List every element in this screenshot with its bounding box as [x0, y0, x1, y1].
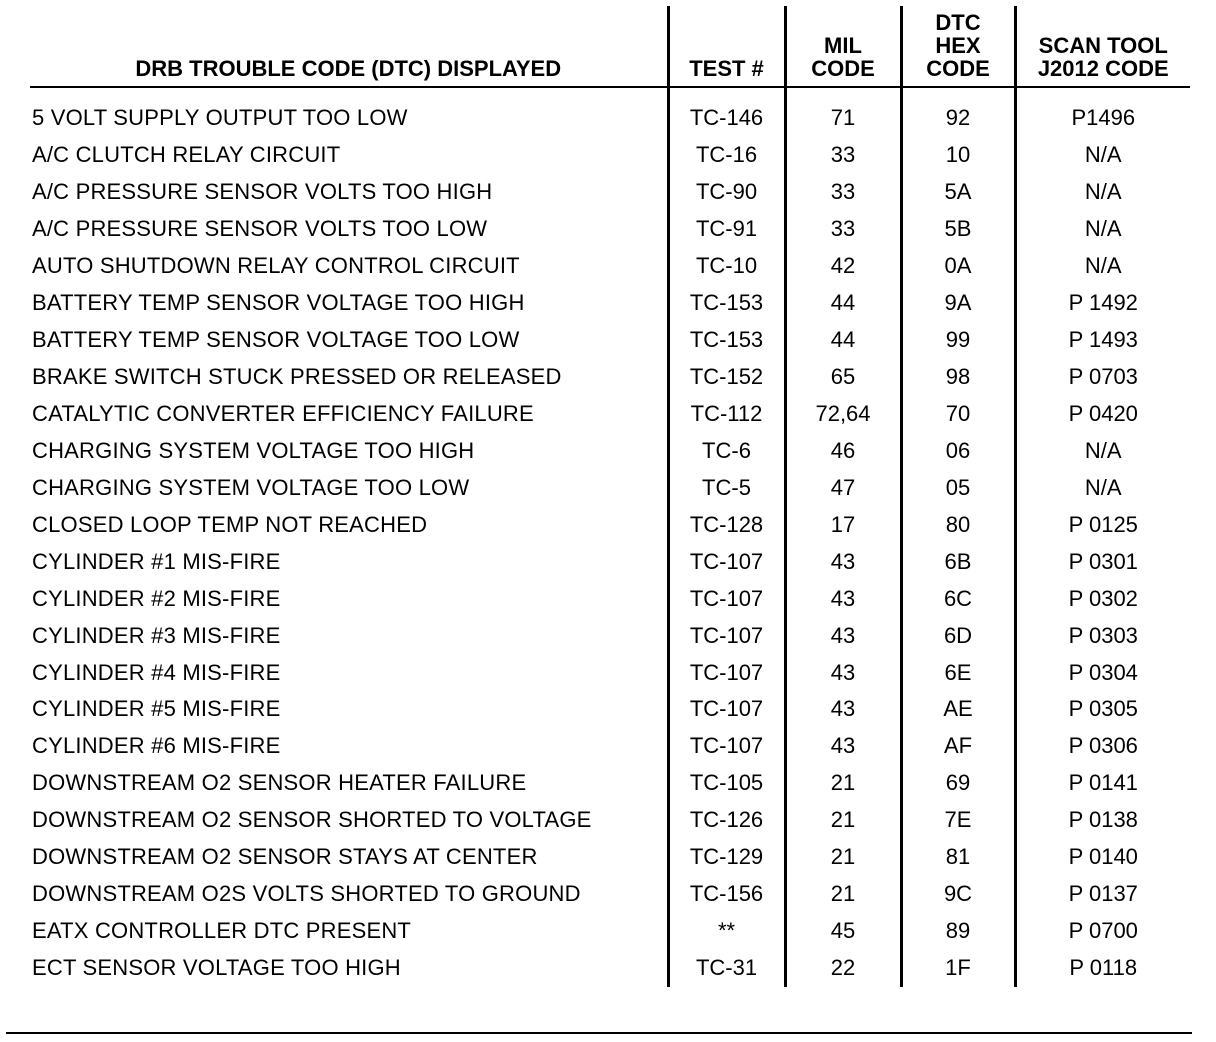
cell-hex: 5A	[901, 174, 1015, 211]
cell-scan: P 0306	[1015, 728, 1190, 765]
table-row	[30, 396, 1190, 433]
cell-hex: 6D	[901, 617, 1015, 654]
cell-mil: 47	[785, 469, 901, 506]
table-row	[30, 174, 1190, 211]
cell-test: TC-146	[668, 87, 785, 137]
cell-mil: 43	[785, 543, 901, 580]
header-hex-line-2: HEX	[935, 33, 981, 58]
cell-hex: 6C	[901, 580, 1015, 617]
cell-scan: N/A	[1015, 248, 1190, 285]
cell-hex: 6E	[901, 654, 1015, 691]
header-row	[30, 6, 1190, 87]
cell-description: A/C PRESSURE SENSOR VOLTS TOO HIGH	[32, 179, 493, 205]
cell-scan: P 0141	[1015, 765, 1190, 802]
cell-mil: 21	[785, 765, 901, 802]
cell-test: TC-156	[668, 876, 785, 913]
cell-description: BATTERY TEMP SENSOR VOLTAGE TOO LOW	[32, 327, 520, 353]
cell-test: TC-107	[668, 543, 785, 580]
cell-hex: 0A	[901, 248, 1015, 285]
cell-mil: 43	[785, 691, 901, 728]
cell-scan: P 0118	[1015, 950, 1190, 987]
cell-hex: 81	[901, 839, 1015, 876]
cell-description: CYLINDER #6 MIS-FIRE	[32, 733, 281, 759]
cell-description: DOWNSTREAM O2S VOLTS SHORTED TO GROUND	[32, 881, 581, 907]
table-row	[30, 654, 1190, 691]
table-row	[30, 543, 1190, 580]
cell-mil: 44	[785, 285, 901, 322]
cell-test: TC-107	[668, 654, 785, 691]
table-row	[30, 87, 1190, 137]
table-row	[30, 950, 1190, 987]
cell-scan: P 0125	[1015, 506, 1190, 543]
table-row	[30, 691, 1190, 728]
cell-mil: 22	[785, 950, 901, 987]
cell-test: TC-90	[668, 174, 785, 211]
cell-test: TC-105	[668, 765, 785, 802]
cell-scan: P 0305	[1015, 691, 1190, 728]
cell-hex: 06	[901, 432, 1015, 469]
cell-hex: 99	[901, 322, 1015, 359]
header-description-label: DRB TROUBLE CODE (DTC) DISPLAYED	[135, 56, 562, 81]
cell-scan: P 0700	[1015, 913, 1190, 950]
cell-hex: 1F	[901, 950, 1015, 987]
header-mil-line-2: CODE	[811, 56, 875, 81]
cell-scan: P 0140	[1015, 839, 1190, 876]
table-row	[30, 469, 1190, 506]
cell-description: CYLINDER #2 MIS-FIRE	[32, 585, 281, 611]
cell-description: CLOSED LOOP TEMP NOT REACHED	[32, 511, 428, 537]
header-scan-line-1: SCAN TOOL	[1038, 33, 1168, 58]
cell-description: 5 VOLT SUPPLY OUTPUT TOO LOW	[32, 105, 408, 131]
table-row	[30, 506, 1190, 543]
cell-description: CHARGING SYSTEM VOLTAGE TOO HIGH	[32, 437, 475, 463]
bottom-rule	[6, 1032, 1192, 1034]
cell-scan: P1496	[1015, 87, 1190, 137]
cell-mil: 21	[785, 802, 901, 839]
cell-hex: 70	[901, 396, 1015, 433]
cell-test: TC-112	[668, 396, 785, 433]
cell-test: TC-31	[668, 950, 785, 987]
cell-description: CYLINDER #1 MIS-FIRE	[32, 548, 281, 574]
cell-scan: P 0301	[1015, 543, 1190, 580]
table-row	[30, 913, 1190, 950]
cell-mil: 33	[785, 137, 901, 174]
cell-hex: 80	[901, 506, 1015, 543]
table-row	[30, 839, 1190, 876]
cell-hex: 9C	[901, 876, 1015, 913]
header-hex-line-3: CODE	[926, 56, 990, 81]
cell-description: ECT SENSOR VOLTAGE TOO HIGH	[32, 955, 401, 981]
cell-test: TC-5	[668, 469, 785, 506]
cell-scan: N/A	[1015, 469, 1190, 506]
cell-hex: 89	[901, 913, 1015, 950]
table-body	[30, 87, 1190, 987]
cell-scan: P 0138	[1015, 802, 1190, 839]
cell-scan: P 0302	[1015, 580, 1190, 617]
header-test-label: TEST #	[689, 56, 764, 81]
cell-scan: P 0304	[1015, 654, 1190, 691]
cell-mil: 43	[785, 654, 901, 691]
cell-test: **	[668, 913, 785, 950]
cell-description: CHARGING SYSTEM VOLTAGE TOO LOW	[32, 474, 470, 500]
table-row	[30, 432, 1190, 469]
header-mil	[785, 6, 901, 87]
dtc-table	[30, 6, 1190, 987]
table-row	[30, 248, 1190, 285]
cell-test: TC-16	[668, 137, 785, 174]
cell-mil: 71	[785, 87, 901, 137]
cell-hex: 69	[901, 765, 1015, 802]
cell-mil: 43	[785, 580, 901, 617]
cell-description: CYLINDER #4 MIS-FIRE	[32, 659, 281, 685]
cell-description: DOWNSTREAM O2 SENSOR STAYS AT CENTER	[32, 844, 538, 870]
cell-mil: 33	[785, 174, 901, 211]
cell-scan: P 0137	[1015, 876, 1190, 913]
header-scan-line-2: J2012 CODE	[1037, 56, 1169, 81]
table-row	[30, 802, 1190, 839]
table-row	[30, 728, 1190, 765]
cell-scan: P 0420	[1015, 396, 1190, 433]
cell-description: A/C PRESSURE SENSOR VOLTS TOO LOW	[32, 216, 488, 242]
table-row	[30, 876, 1190, 913]
table-row	[30, 137, 1190, 174]
cell-hex: 9A	[901, 285, 1015, 322]
cell-hex: 7E	[901, 802, 1015, 839]
cell-scan: P 0303	[1015, 617, 1190, 654]
cell-description: AUTO SHUTDOWN RELAY CONTROL CIRCUIT	[32, 253, 520, 279]
header-mil-line-1: MIL	[824, 33, 862, 58]
header-scan	[1015, 6, 1190, 87]
table-row	[30, 617, 1190, 654]
table-row	[30, 580, 1190, 617]
cell-test: TC-153	[668, 322, 785, 359]
cell-test: TC-126	[668, 802, 785, 839]
cell-description: EATX CONTROLLER DTC PRESENT	[32, 918, 412, 944]
cell-test: TC-91	[668, 211, 785, 248]
table-row	[30, 322, 1190, 359]
cell-description: CYLINDER #3 MIS-FIRE	[32, 622, 281, 648]
cell-mil: 33	[785, 211, 901, 248]
cell-mil: 72,64	[785, 396, 901, 433]
cell-test: TC-6	[668, 432, 785, 469]
cell-mil: 46	[785, 432, 901, 469]
cell-test: TC-129	[668, 839, 785, 876]
cell-scan: P 1492	[1015, 285, 1190, 322]
cell-mil: 21	[785, 839, 901, 876]
cell-hex: 10	[901, 137, 1015, 174]
cell-description: BRAKE SWITCH STUCK PRESSED OR RELEASED	[32, 364, 562, 390]
cell-test: TC-107	[668, 580, 785, 617]
cell-mil: 21	[785, 876, 901, 913]
cell-mil: 65	[785, 359, 901, 396]
cell-scan: N/A	[1015, 211, 1190, 248]
cell-description: BATTERY TEMP SENSOR VOLTAGE TOO HIGH	[32, 290, 525, 316]
cell-hex: 05	[901, 469, 1015, 506]
cell-mil: 45	[785, 913, 901, 950]
cell-mil: 44	[785, 322, 901, 359]
header-hex	[901, 6, 1015, 87]
cell-description: A/C CLUTCH RELAY CIRCUIT	[32, 142, 341, 168]
cell-test: TC-10	[668, 248, 785, 285]
header-description	[30, 6, 668, 87]
cell-scan: N/A	[1015, 432, 1190, 469]
cell-hex: 6B	[901, 543, 1015, 580]
cell-mil: 17	[785, 506, 901, 543]
cell-scan: P 0703	[1015, 359, 1190, 396]
header-test	[668, 6, 785, 87]
cell-mil: 42	[785, 248, 901, 285]
cell-test: TC-153	[668, 285, 785, 322]
cell-hex: 92	[901, 87, 1015, 137]
cell-test: TC-107	[668, 728, 785, 765]
cell-hex: AF	[901, 728, 1015, 765]
cell-test: TC-107	[668, 617, 785, 654]
table-row	[30, 285, 1190, 322]
cell-description: CYLINDER #5 MIS-FIRE	[32, 696, 281, 722]
cell-test: TC-128	[668, 506, 785, 543]
cell-scan: P 1493	[1015, 322, 1190, 359]
cell-description: DOWNSTREAM O2 SENSOR SHORTED TO VOLTAGE	[32, 807, 592, 833]
cell-description: DOWNSTREAM O2 SENSOR HEATER FAILURE	[32, 770, 527, 796]
cell-test: TC-152	[668, 359, 785, 396]
header-hex-line-1: DTC	[935, 10, 981, 35]
cell-scan: N/A	[1015, 137, 1190, 174]
table-header	[30, 6, 1190, 87]
cell-test: TC-107	[668, 691, 785, 728]
table-row	[30, 765, 1190, 802]
table-row	[30, 211, 1190, 248]
table-row	[30, 359, 1190, 396]
cell-hex: 5B	[901, 211, 1015, 248]
cell-scan: N/A	[1015, 174, 1190, 211]
cell-hex: AE	[901, 691, 1015, 728]
cell-hex: 98	[901, 359, 1015, 396]
cell-mil: 43	[785, 617, 901, 654]
cell-mil: 43	[785, 728, 901, 765]
cell-description: CATALYTIC CONVERTER EFFICIENCY FAILURE	[32, 400, 534, 426]
